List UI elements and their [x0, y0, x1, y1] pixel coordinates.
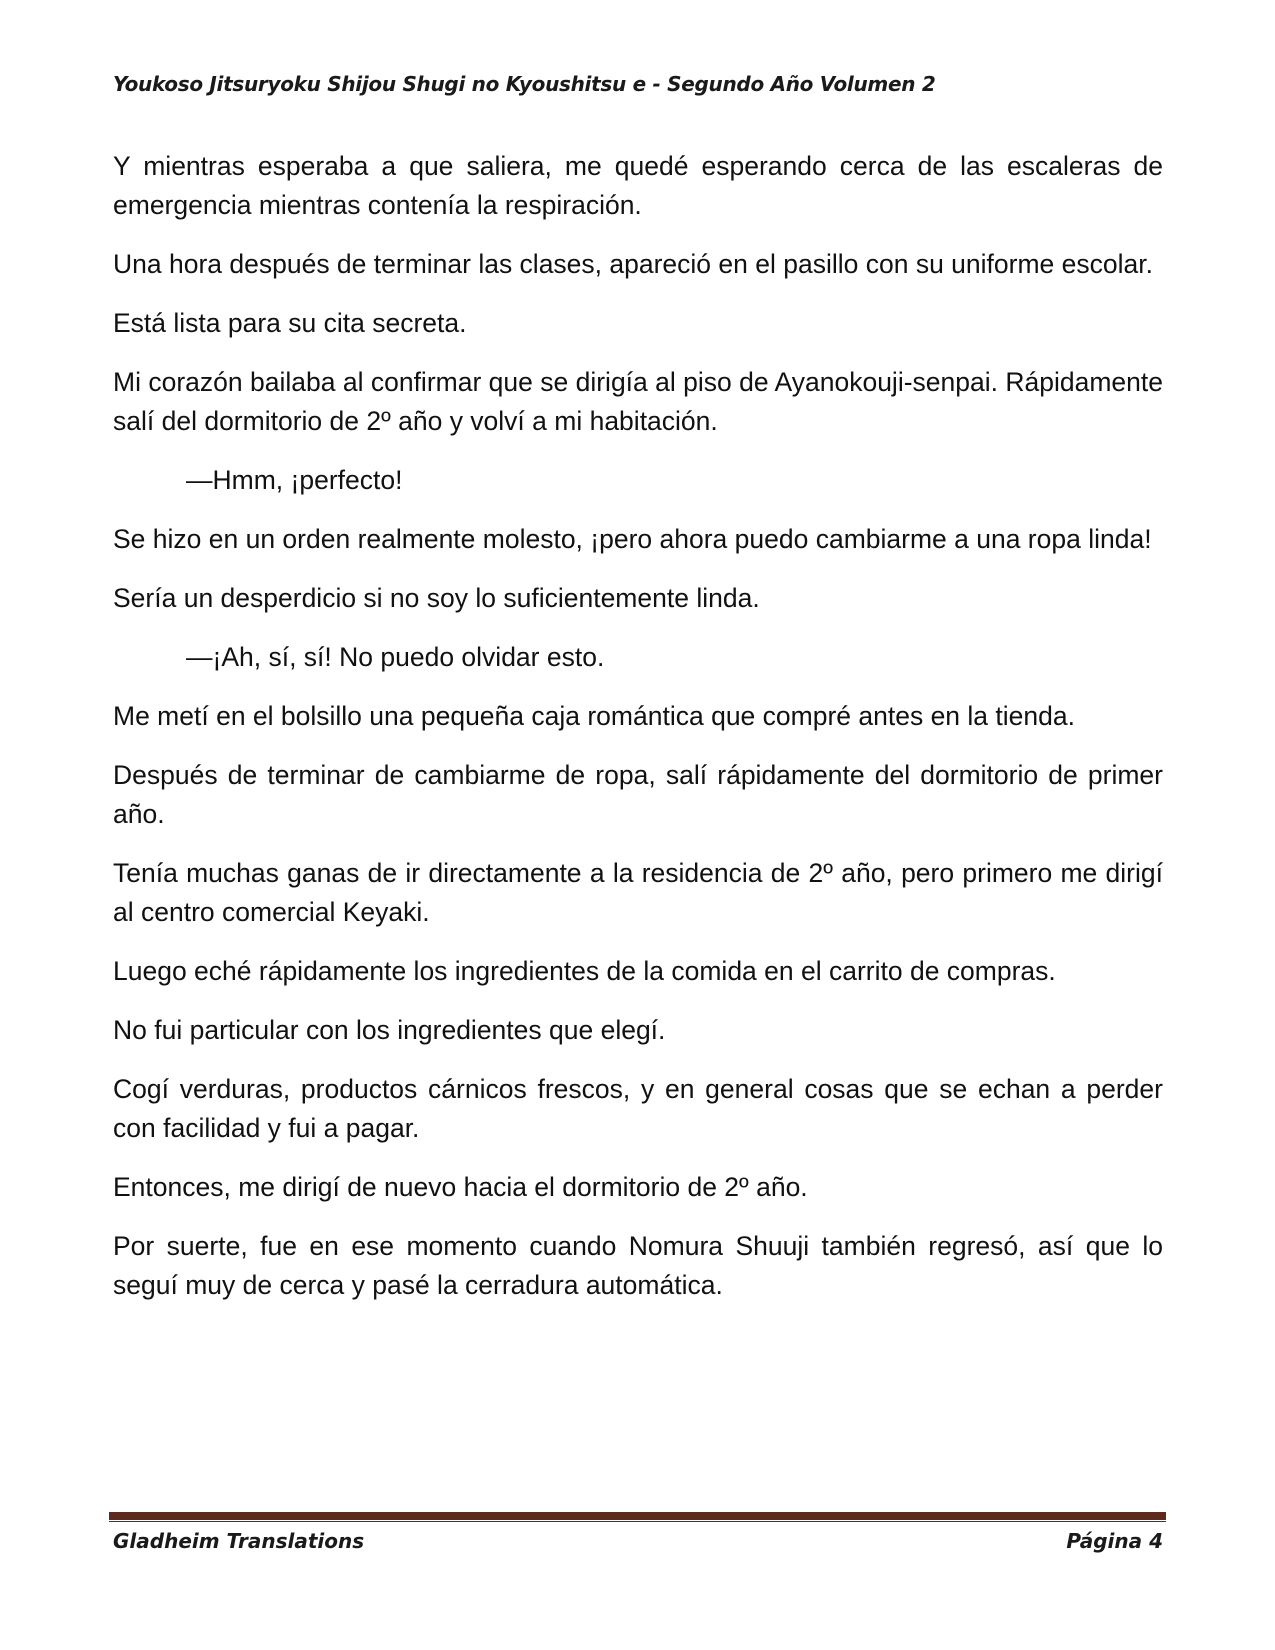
- paragraph-12: Luego eché rápidamente los ingredientes de la comida en el carrito de compras.: [113, 956, 1056, 986]
- paragraph-3: Está lista para su cita secreta.: [113, 308, 467, 338]
- footer-credit: Gladheim Translations: [113, 1529, 365, 1553]
- paragraph-11: Tenía muchas ganas de ir directamente a la residencia de 2º año, pero primero me dirigí al centro comercial Keyaki.: [113, 858, 1163, 927]
- body-text: [113, 147, 1163, 1325]
- header-title: Youkoso Jitsuryoku Shijou Shugi no Kyoushitsu e - Segundo Año Volumen 2: [113, 72, 936, 96]
- paragraph-7: Sería un desperdicio si no soy lo suficientemente linda.: [113, 583, 760, 613]
- paragraph-2: Una hora después de terminar las clases, apareció en el pasillo con su uniforme escolar.: [113, 249, 1153, 279]
- paragraph-6: Se hizo en un orden realmente molesto, ¡pero ahora puedo cambiarme a una ropa linda!: [113, 524, 1152, 554]
- paragraph-9: Me metí en el bolsillo una pequeña caja romántica que compré antes en la tienda.: [113, 701, 1075, 731]
- page-footer: [113, 1529, 1163, 1553]
- paragraph-4: Mi corazón bailaba al confirmar que se dirigía al piso de Ayanokouji-senpai. Rápidamente salí del dormitorio de 2º año y volví a mi habitación.: [113, 367, 1163, 436]
- paragraph-15: Entonces, me dirigí de nuevo hacia el dormitorio de 2º año.: [113, 1172, 808, 1202]
- page-number: Página 4: [1066, 1529, 1163, 1553]
- page-header: [113, 72, 1163, 96]
- paragraph-14: Cogí verduras, productos cárnicos frescos, y en general cosas que se echan a perder con facilidad y fui a pagar.: [113, 1074, 1163, 1143]
- paragraph-16: Por suerte, fue en ese momento cuando Nomura Shuuji también regresó, así que lo seguí muy de cerca y pasé la cerradura automática.: [113, 1231, 1163, 1300]
- dialog-line-1: —Hmm, ¡perfecto!: [186, 465, 403, 495]
- paragraph-1: Y mientras esperaba a que saliera, me quedé esperando cerca de las escaleras de emergencia mientras contenía la respiración.: [113, 151, 1163, 220]
- paragraph-13: No fui particular con los ingredientes que elegí.: [113, 1015, 666, 1045]
- paragraph-10: Después de terminar de cambiarme de ropa, salí rápidamente del dormitorio de primer año.: [113, 760, 1163, 829]
- dialog-line-2: —¡Ah, sí, sí! No puedo olvidar esto.: [186, 642, 605, 672]
- footer-divider: [109, 1512, 1166, 1520]
- footer-divider-thin: [109, 1521, 1166, 1522]
